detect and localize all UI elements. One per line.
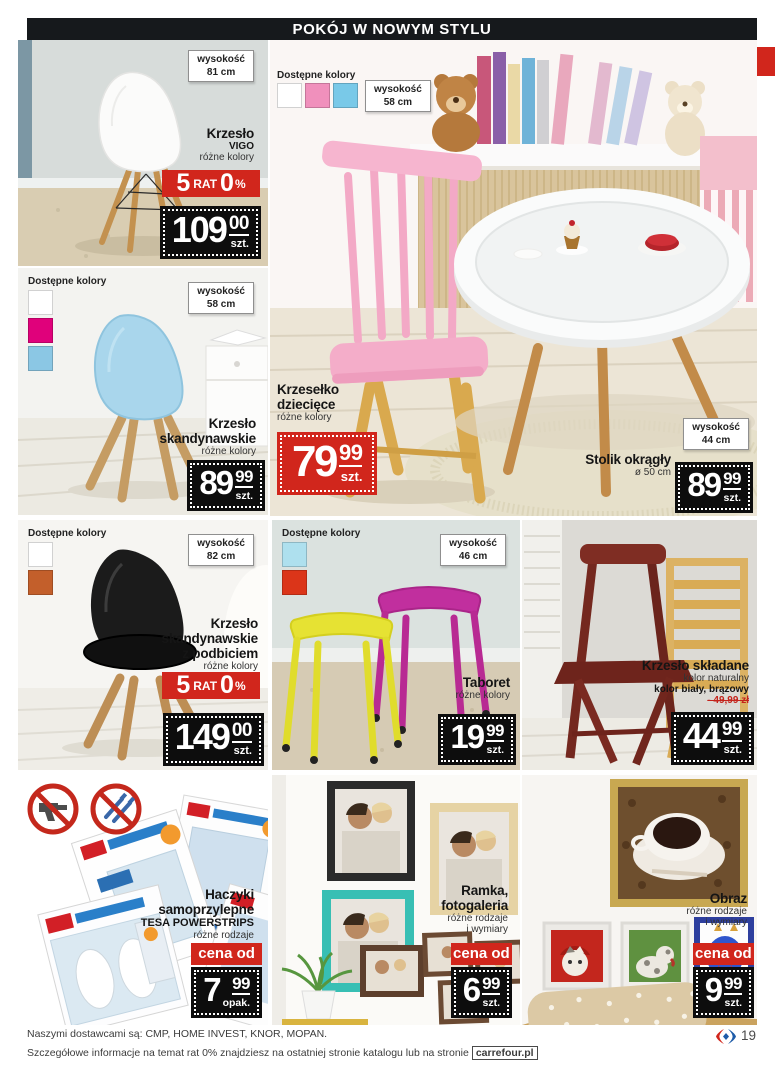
price-tag: 19 99 szt.: [438, 714, 516, 765]
product-name: Krzesło VIGO różne kolory: [199, 126, 254, 164]
product-card-krzeslo-skandynawskie: [18, 268, 268, 515]
price-tag: 149 00 szt.: [163, 713, 264, 766]
product-name: Krzesło skandynawskie z podbiciem różne kolory: [161, 616, 258, 673]
price-from-label: cena od: [191, 943, 262, 965]
installments-badge: 5 RAT 0 %: [162, 672, 260, 699]
frame-black: [327, 781, 415, 881]
price-tag: 109 00 szt.: [160, 206, 261, 259]
product-card-ramka-fotogaleria: [272, 775, 520, 1025]
color-swatch: [28, 290, 53, 315]
color-swatch: [282, 542, 307, 567]
product-card-taboret: [272, 520, 520, 770]
available-colors-label: Dostępne kolory: [28, 528, 107, 539]
color-swatches: [28, 290, 53, 374]
price-tag: cena od 7 99 opak.: [191, 943, 262, 1018]
available-colors-label: Dostępne kolory: [282, 528, 361, 539]
color-swatches: [28, 542, 53, 598]
suppliers-note: Naszymi dostawcami są: CMP, HOME INVEST, KNOR, MOPAN.: [27, 1028, 328, 1040]
page-number: 19: [741, 1028, 757, 1043]
available-colors-label: Dostępne kolory: [28, 276, 107, 287]
product-card-krzeslo-vigo: [18, 40, 268, 266]
color-swatch: [28, 318, 53, 343]
no-drill-icon: [26, 782, 80, 836]
round-table-top: [454, 188, 750, 348]
teddy-bear-cream: [665, 81, 705, 156]
price-tag: cena od 6 99 szt.: [451, 943, 512, 1018]
picture-cat: [544, 923, 610, 989]
product-name: Krzesełko dziecięce różne kolory: [277, 382, 339, 424]
height-label: wysokość 58 cm: [188, 282, 254, 314]
picture-dog: [622, 923, 688, 989]
product-name: Stolik okrągły ø 50 cm: [585, 452, 671, 479]
price-tag: 89 99 szt.: [187, 460, 265, 511]
price-from-label: cena od: [451, 943, 512, 965]
color-swatch: [282, 570, 307, 595]
product-name: Krzesło składane kolor naturalny kolor biały, brązowy - 49,99 zł: [641, 658, 749, 707]
height-label: wysokość 81 cm: [188, 50, 254, 82]
old-price: - 49,99 zł: [707, 695, 749, 707]
color-swatch: [277, 83, 302, 108]
height-label: wysokość 82 cm: [188, 534, 254, 566]
product-name: Obraz różne rodzaje i wymiary: [686, 891, 747, 929]
height-label: wysokość 58 cm: [365, 80, 431, 112]
available-colors-label: Dostępne kolory: [277, 70, 356, 81]
product-card-krzeslo-skladane: [522, 520, 757, 770]
color-swatch: [28, 570, 53, 595]
no-screws-icon: [89, 782, 143, 836]
price-tag: 79 99 szt.: [277, 432, 377, 495]
price-tag: cena od 9 99 szt.: [693, 943, 754, 1018]
collage-frame: [360, 945, 424, 997]
color-swatch: [28, 542, 53, 567]
price-tag: 44 99 szt.: [671, 712, 754, 765]
height-label: wysokość 44 cm: [683, 418, 749, 450]
product-name: Haczyki samoprzylepne TESA POWERSTRIPS różne rodzaje: [140, 887, 254, 941]
color-swatch: [28, 346, 53, 371]
color-swatches: [282, 542, 307, 598]
picture-coffee: [610, 779, 748, 907]
color-swatch: [333, 83, 358, 108]
section-header-bar: [27, 18, 757, 40]
carrefour-site-label: carrefour.pl: [472, 1046, 538, 1060]
color-swatch: [305, 83, 330, 108]
product-card-krzeselko-stolik: [270, 40, 757, 516]
product-card-krzeslo-podbicie: [18, 520, 268, 770]
price-from-label: cena od: [693, 943, 754, 965]
page-title: POKÓJ W NOWYM STYLU: [292, 20, 492, 38]
carrefour-logo-icon: [716, 1029, 736, 1044]
product-name: Krzesło skandynawskie różne kolory: [159, 416, 256, 458]
color-swatches: [277, 83, 361, 108]
product-card-haczyki-tesa: [18, 775, 268, 1025]
height-label: wysokość 46 cm: [440, 534, 506, 566]
product-name: Ramka, fotogaleria różne rodzaje i wymiary: [441, 883, 508, 936]
price-tag: 89 99 szt.: [675, 462, 753, 513]
installments-note: Szczegółowe informacje na temat rat 0% znajdziesz na ostatniej stronie katalogu lub na stronie carrefour.pl: [27, 1046, 538, 1060]
product-card-obraz: [522, 775, 757, 1025]
installments-badge: 5 RAT 0 %: [162, 170, 260, 197]
product-name: Taboret różne kolory: [455, 675, 510, 702]
